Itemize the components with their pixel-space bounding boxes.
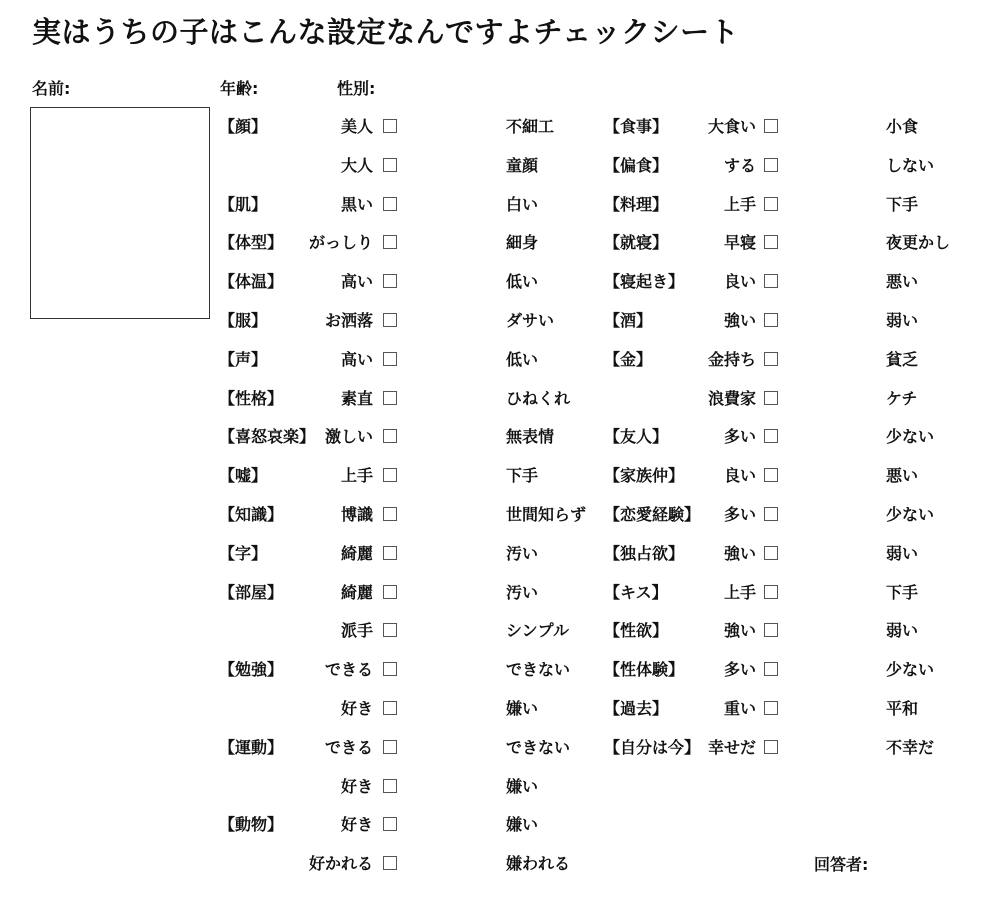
category-label: 【声】	[219, 349, 268, 369]
left-option-label: できる	[324, 737, 373, 757]
checklist-row	[219, 615, 599, 641]
left-option-label: 良い	[723, 466, 756, 486]
left-option-label: 幸せだ	[707, 737, 756, 757]
category-label: 【友人】	[604, 427, 669, 447]
checklist-row	[219, 266, 599, 292]
left-option-label: する	[723, 155, 756, 175]
checkbox[interactable]	[764, 546, 778, 560]
checkbox[interactable]	[383, 235, 397, 249]
category-label: 【運動】	[219, 737, 284, 757]
category-label: 【字】	[219, 543, 268, 563]
right-option-label: 汚い	[506, 543, 539, 563]
category-label: 【自分は今】	[604, 737, 701, 757]
checkbox[interactable]	[764, 468, 778, 482]
left-option-label: 綺麗	[340, 543, 373, 563]
right-option-label: 下手	[886, 582, 919, 602]
left-option-label: 多い	[723, 505, 756, 524]
category-label: 【嘘】	[219, 466, 268, 486]
right-option-label: ダサい	[506, 311, 555, 330]
right-option-label: 童顔	[506, 155, 539, 175]
left-option-label: お洒落	[324, 311, 373, 330]
checklist-row	[604, 305, 994, 331]
checkbox[interactable]	[764, 701, 778, 715]
category-label: 【部屋】	[219, 582, 284, 602]
category-label: 【体型】	[219, 233, 284, 253]
category-label: 【性格】	[219, 388, 284, 408]
checkbox[interactable]	[764, 429, 778, 443]
checklist-row	[604, 732, 994, 758]
right-option-label: 下手	[886, 194, 919, 214]
right-option-label: 不幸だ	[886, 737, 935, 757]
checklist-row	[219, 732, 599, 758]
right-option-label: 低い	[506, 272, 539, 292]
left-option-label: 早寝	[723, 233, 756, 253]
left-option-label: がっしり	[308, 233, 373, 253]
left-option-label: 美人	[340, 117, 373, 136]
checkbox[interactable]	[383, 779, 397, 793]
checklist-row	[219, 189, 599, 215]
right-option-label: 少ない	[886, 660, 935, 680]
checkbox[interactable]	[383, 119, 397, 133]
category-label: 【動物】	[219, 815, 284, 835]
left-option-label: 重い	[723, 699, 756, 718]
right-option-label: 世間知らず	[506, 505, 587, 524]
category-label: 【服】	[219, 311, 268, 330]
right-option-label: 細身	[506, 233, 539, 253]
right-option-label: ケチ	[886, 388, 918, 408]
right-option-label: 悪い	[886, 272, 919, 292]
checklist-row	[604, 266, 994, 292]
checklist-row	[604, 383, 994, 409]
left-option-label: 良い	[723, 272, 756, 292]
checklist-row	[604, 344, 994, 370]
checklist-row	[604, 577, 994, 603]
checklist-row	[604, 189, 994, 215]
checklist-row	[219, 654, 599, 680]
right-option-label: 白い	[506, 194, 539, 214]
left-option-label: 高い	[340, 349, 373, 369]
checklist-row	[219, 693, 599, 719]
left-option-label: 好き	[340, 776, 373, 796]
left-option-label: 好かれる	[308, 854, 373, 874]
checklist-row	[604, 111, 994, 137]
checkbox[interactable]	[764, 313, 778, 327]
category-label: 【肌】	[219, 194, 268, 214]
category-label: 【独占欲】	[604, 543, 685, 563]
left-option-label: できる	[324, 660, 373, 680]
right-option-label: 弱い	[886, 311, 919, 330]
gender-label: 性別:	[337, 79, 376, 98]
right-option-label: 低い	[506, 349, 539, 369]
checklist-row	[219, 771, 599, 797]
checkbox[interactable]	[764, 352, 778, 366]
left-option-label: 金持ち	[707, 349, 756, 369]
checkbox[interactable]	[383, 313, 397, 327]
checklist-row	[219, 227, 599, 253]
left-option-label: 強い	[723, 311, 756, 330]
age-label: 年齢:	[220, 79, 259, 98]
left-option-label: 素直	[340, 388, 373, 408]
checklist-row	[219, 305, 599, 331]
checkbox[interactable]	[383, 507, 397, 521]
right-option-label: 下手	[506, 466, 539, 486]
checkbox[interactable]	[764, 119, 778, 133]
category-label: 【料理】	[604, 194, 669, 214]
checklist-row	[604, 693, 994, 719]
right-option-label: 貧乏	[886, 349, 919, 369]
checklist-row	[219, 809, 599, 835]
checklist-row	[604, 499, 994, 525]
category-label: 【性欲】	[604, 621, 669, 641]
checklist-row	[219, 538, 599, 564]
checkbox[interactable]	[383, 817, 397, 831]
page-title: 実はうちの子はこんな設定なんですよチェックシート	[32, 15, 740, 49]
left-option-label: 強い	[723, 621, 756, 641]
left-option-label: 大人	[340, 155, 373, 175]
left-option-label: 博識	[340, 505, 373, 524]
checkbox[interactable]	[764, 585, 778, 599]
checkbox[interactable]	[383, 701, 397, 715]
right-option-label: 少ない	[886, 427, 935, 447]
right-option-label: できない	[506, 660, 571, 680]
left-option-label: 多い	[723, 660, 756, 680]
left-option-label: 高い	[340, 272, 373, 292]
category-label: 【過去】	[604, 699, 669, 718]
checklist-row	[604, 227, 994, 253]
category-label: 【金】	[604, 349, 653, 369]
checkbox[interactable]	[383, 623, 397, 637]
photo-frame[interactable]	[30, 107, 210, 319]
category-label: 【恋愛経験】	[604, 505, 701, 524]
checkbox[interactable]	[383, 662, 397, 676]
checkbox[interactable]	[383, 274, 397, 288]
checkbox[interactable]	[383, 391, 397, 405]
checklist-row	[219, 848, 599, 874]
right-option-label: 不細工	[506, 117, 555, 136]
category-label: 【体温】	[219, 272, 284, 292]
left-option-label: 黒い	[340, 194, 373, 214]
checkbox[interactable]	[764, 235, 778, 249]
right-option-label: 嫌い	[506, 699, 539, 718]
checkbox[interactable]	[383, 585, 397, 599]
name-label: 名前:	[32, 79, 71, 98]
left-option-label: 上手	[723, 582, 756, 602]
checkbox[interactable]	[383, 740, 397, 754]
checkbox[interactable]	[764, 197, 778, 211]
checklist-row	[219, 344, 599, 370]
left-option-label: 浪費家	[707, 388, 756, 408]
right-option-label: 無表情	[506, 427, 555, 447]
left-option-label: 強い	[723, 543, 756, 563]
right-option-label: 少ない	[886, 505, 935, 524]
right-option-label: 弱い	[886, 621, 919, 641]
right-option-label: 嫌い	[506, 776, 539, 796]
checklist-row	[604, 615, 994, 641]
checkbox[interactable]	[383, 158, 397, 172]
category-label: 【キス】	[604, 582, 668, 602]
checklist-row	[604, 421, 994, 447]
checklist-row	[604, 460, 994, 486]
checkbox[interactable]	[764, 507, 778, 521]
checkbox[interactable]	[383, 856, 397, 870]
checkbox[interactable]	[764, 391, 778, 405]
category-label: 【寝起き】	[604, 272, 685, 292]
right-option-label: シンプル	[506, 621, 569, 641]
left-option-label: 好き	[340, 699, 373, 718]
checkbox[interactable]	[764, 662, 778, 676]
checkbox[interactable]	[383, 429, 397, 443]
checkbox[interactable]	[383, 546, 397, 560]
right-option-label: 悪い	[886, 466, 919, 486]
checklist-row	[604, 150, 994, 176]
category-label: 【勉強】	[219, 660, 284, 680]
category-label: 【偏食】	[604, 155, 669, 175]
checkbox[interactable]	[764, 274, 778, 288]
checkbox[interactable]	[764, 623, 778, 637]
category-label: 【知識】	[219, 505, 284, 524]
checkbox[interactable]	[383, 197, 397, 211]
respondent-label: 回答者:	[814, 855, 869, 874]
checklist-row	[604, 654, 994, 680]
checkbox[interactable]	[383, 468, 397, 482]
left-option-label: 激しい	[324, 427, 373, 447]
right-option-label: ひねくれ	[506, 388, 571, 408]
checklist-row	[219, 383, 599, 409]
right-option-label: しない	[886, 155, 935, 175]
right-option-label: 汚い	[506, 582, 539, 602]
category-label: 【就寝】	[604, 233, 669, 253]
left-option-label: 大食い	[707, 117, 756, 136]
checklist-row	[219, 150, 599, 176]
checklist-row	[219, 111, 599, 137]
left-option-label: 上手	[723, 194, 756, 214]
left-option-label: 上手	[340, 466, 373, 486]
checkbox[interactable]	[764, 740, 778, 754]
checklist-row	[219, 499, 599, 525]
category-label: 【喜怒哀楽】	[219, 427, 316, 447]
category-label: 【顔】	[219, 117, 268, 136]
right-option-label: 嫌い	[506, 815, 539, 835]
checklist-row	[219, 421, 599, 447]
checklist-row	[219, 577, 599, 603]
checklist-row	[219, 460, 599, 486]
category-label: 【家族仲】	[604, 466, 685, 486]
category-label: 【性体験】	[604, 660, 685, 680]
checklist-row	[604, 538, 994, 564]
left-option-label: 綺麗	[340, 582, 373, 602]
category-label: 【食事】	[604, 117, 669, 136]
right-option-label: 弱い	[886, 543, 919, 563]
left-option-label: 多い	[723, 427, 756, 447]
right-option-label: 夜更かし	[886, 233, 951, 253]
left-option-label: 好き	[340, 815, 373, 835]
checkbox[interactable]	[383, 352, 397, 366]
left-option-label: 派手	[340, 621, 373, 641]
right-option-label: 嫌われる	[506, 854, 571, 874]
category-label: 【酒】	[604, 311, 653, 330]
right-option-label: 平和	[886, 699, 919, 718]
checkbox[interactable]	[764, 158, 778, 172]
right-option-label: できない	[506, 737, 571, 757]
right-option-label: 小食	[886, 117, 919, 136]
